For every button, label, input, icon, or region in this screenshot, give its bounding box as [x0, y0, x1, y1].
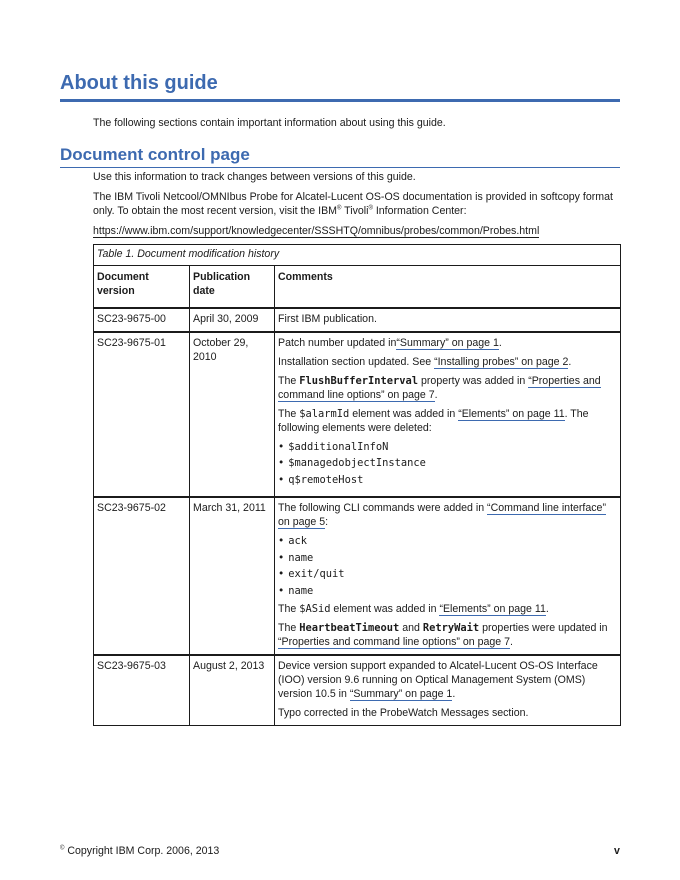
list-item: • $managedobjectInstance	[278, 457, 617, 471]
cli-link[interactable]: “Command line interface” on page 5	[278, 501, 606, 528]
comment-fragment: Patch number updated in	[278, 336, 397, 349]
page-number: v	[614, 845, 620, 857]
elements-link[interactable]: “Elements” on page 11	[458, 407, 565, 420]
version-cell: SC23-9675-01	[94, 332, 190, 497]
section-body	[93, 171, 621, 245]
comment-fragment: . The following elements were deleted:	[278, 407, 589, 434]
comment-text	[278, 408, 617, 436]
comment-text	[278, 356, 617, 370]
section-heading: Document control page	[60, 144, 620, 168]
comment-fragment: The	[278, 374, 300, 387]
comment-fragment: .	[498, 336, 502, 349]
list-item: • exit/quit	[278, 568, 617, 582]
registered-mark: ®	[368, 205, 373, 212]
column-header-date: Publication date	[190, 265, 275, 308]
comment-text: First IBM publication.	[278, 312, 377, 325]
table-row	[94, 308, 621, 332]
comment-fragment: The	[278, 621, 300, 634]
comment-text	[278, 660, 617, 702]
comment-fragment: .	[434, 388, 438, 401]
comments-cell	[275, 308, 621, 332]
version-cell: SC23-9675-00	[94, 308, 190, 332]
comment-text	[278, 502, 617, 530]
comment-fragment: and	[399, 621, 423, 634]
comment-fragment: The	[278, 407, 300, 420]
intro-text: The following sections contain important information about using this guide.	[93, 117, 446, 129]
elements-link[interactable]: “Elements” on page 11	[439, 602, 546, 615]
comment-fragment: The	[278, 602, 300, 615]
column-header-version: Document version	[94, 265, 190, 308]
list-item: • ack	[278, 535, 617, 549]
summary-link[interactable]: “Summary” on page 1	[396, 336, 499, 349]
property-name: RetryWait	[422, 621, 480, 634]
installing-probes-link[interactable]: “Installing probes” on page 2	[434, 355, 569, 368]
comment-fragment: Installation section updated. See	[278, 355, 435, 368]
comment-text	[278, 603, 617, 617]
section-paragraph-2	[93, 191, 621, 219]
p2-text-b: Tivoli	[341, 204, 369, 217]
copyright-symbol: ©	[60, 845, 65, 852]
comment-fragment: The following CLI commands were added in	[278, 501, 488, 514]
deleted-elements-list	[278, 441, 617, 488]
list-item: • name	[278, 585, 617, 599]
column-header-comments: Comments	[275, 265, 621, 308]
section-paragraph-1: Use this information to track changes between versions of this guide.	[93, 171, 416, 183]
comments-cell	[275, 655, 621, 725]
date-cell: April 30, 2009	[190, 308, 275, 332]
comment-fragment: property was added in	[418, 374, 529, 387]
comment-fragment: properties were updated in	[479, 621, 608, 634]
element-name: $alarmId	[299, 407, 350, 420]
comment-fragment: :	[325, 515, 329, 528]
version-cell: SC23-9675-02	[94, 497, 190, 655]
list-item: • q$remoteHost	[278, 474, 617, 488]
date-cell: October 29, 2010	[190, 332, 275, 497]
p2-text-c: Information Center:	[372, 204, 467, 217]
info-center-link[interactable]: https://www.ibm.com/support/knowledgecenter/SSSHTQ/omnibus/probes/common/Probes.html	[93, 224, 540, 237]
table-row	[94, 655, 621, 725]
property-name: FlushBufferInterval	[299, 374, 419, 387]
comment-text	[278, 375, 617, 403]
list-item: • name	[278, 552, 617, 566]
modification-history-table	[93, 244, 621, 726]
comment-fragment: .	[568, 355, 572, 368]
comment-fragment: .	[545, 602, 549, 615]
table-row	[94, 332, 621, 497]
comment-fragment: .	[510, 635, 513, 648]
date-cell: March 31, 2011	[190, 497, 275, 655]
summary-link[interactable]: “Summary” on page 1	[349, 687, 453, 700]
comment-fragment: element was added in	[330, 602, 440, 615]
element-name: $ASid	[299, 602, 331, 615]
copyright-footer	[60, 845, 219, 859]
p2-text-a: The IBM Tivoli Netcool/OMNIbus Probe for Alcatel-Lucent OS-OS documentation is provided in softcopy format only. To obtain the most recent version, visit the IBM	[93, 190, 613, 217]
comments-cell	[275, 332, 621, 497]
registered-mark: ®	[336, 205, 342, 212]
comment-fragment: Device version support expanded to Alcatel-Lucent OS-OS Interface (IOO) version 9.6 running on Optical Management System (OMS) version 10.5 in	[278, 659, 598, 700]
comment-fragment: element was added in	[349, 407, 459, 420]
comment-fragment: .	[452, 687, 456, 700]
property-name: HeartbeatTimeout	[299, 621, 400, 634]
comment-text	[278, 337, 617, 351]
version-cell: SC23-9675-03	[94, 655, 190, 725]
copyright-text: Copyright IBM Corp. 2006, 2013	[64, 845, 220, 857]
comment-text	[278, 622, 617, 650]
list-item: • $additionalInfoN	[278, 441, 617, 455]
table-row	[94, 497, 621, 655]
page-title: About this guide	[60, 70, 620, 102]
table-caption: Table 1. Document modification history	[94, 245, 621, 266]
comments-cell	[275, 497, 621, 655]
properties-link[interactable]: “Properties and command line options” on page 7	[278, 374, 601, 401]
cli-commands-list	[278, 535, 617, 599]
properties-link[interactable]: “Properties and command line options” on page 7	[278, 635, 511, 648]
url-paragraph	[93, 225, 621, 239]
comment-text: Typo corrected in the ProbeWatch Messages section.	[278, 706, 529, 719]
date-cell: August 2, 2013	[190, 655, 275, 725]
